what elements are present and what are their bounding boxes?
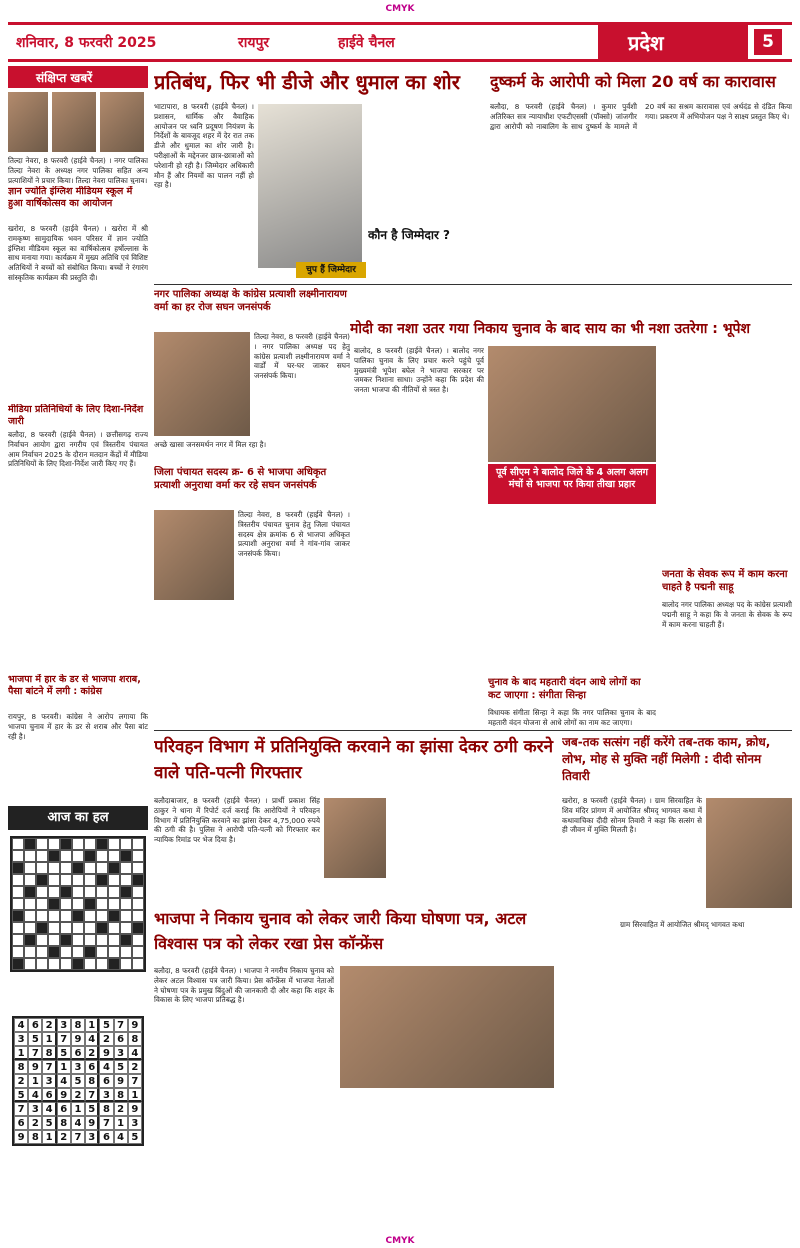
sudoku-cell: 3 bbox=[28, 1102, 42, 1116]
accused-photo bbox=[324, 798, 386, 878]
story8-headline: परिवहन विभाग में प्रतिनियुक्ति करवाने का झांसा देकर ठगी करने वाले पति-पत्नी गिरफ्तार bbox=[154, 737, 554, 783]
story6-headline: जनता के सेवक रूप में काम करना चाहते है पद्मनी साहू bbox=[662, 569, 788, 593]
story7-body: विधायक संगीता सिन्हा ने कहा कि नगर पालिका चुनाव के बाद महतारी वंदन योजना से आधे लोगों का नाम कट जाएगा। bbox=[488, 708, 656, 727]
story4-headline: जिला पंचायत सदस्य क्र- 6 से भाजपा अधिकृत प्रत्याशी अनुराधा वर्मा कर रहे सघन जनसंपर्क bbox=[154, 467, 327, 491]
sudoku-cell: 8 bbox=[57, 1116, 71, 1130]
brief-title: संक्षिप्त खबरें bbox=[8, 66, 148, 88]
sudoku-cell: 9 bbox=[85, 1116, 99, 1130]
rule-2 bbox=[154, 730, 792, 731]
sudoku-cell: 5 bbox=[128, 1130, 142, 1144]
sudoku-cell: 8 bbox=[42, 1046, 56, 1060]
sudoku-cell: 7 bbox=[85, 1088, 99, 1102]
sudoku-cell: 1 bbox=[128, 1088, 142, 1102]
sudoku-cell: 2 bbox=[57, 1130, 71, 1144]
story10-body: बलौदा, 8 फरवरी (हाईवे चैनल) । भाजपा ने नगरीय निकाय चुनाव को लेकर अटल विश्वास पत्र जारी किया। प्रेस कॉन्फ्रेंस में भाजपा नेताओं ने घोषणा पत्र के प्रमुख बिंदुओं की जानकारी दी और कहा कि शहर के विकास के लिए भाजपा प्रतिबद्ध है। bbox=[154, 966, 334, 1005]
sudoku-cell: 1 bbox=[114, 1116, 128, 1130]
sudoku-cell: 3 bbox=[114, 1046, 128, 1060]
sudoku-cell: 7 bbox=[71, 1130, 85, 1144]
sudoku-cell: 8 bbox=[85, 1074, 99, 1088]
story6-body: बालोद नगर पालिका अध्यक्ष पद के कांग्रेस प्रत्याशी पद्मनी साहू ने कहा कि वे जनता के सेवक के रूप में काम करना चाहती हैं। bbox=[662, 600, 792, 629]
sudoku-cell: 5 bbox=[85, 1102, 99, 1116]
sudoku-cell: 8 bbox=[114, 1088, 128, 1102]
story1-callout: कौन है जिम्मेदार ? bbox=[368, 228, 451, 242]
sudoku-cell: 2 bbox=[71, 1088, 85, 1102]
story3-caption: अच्छे खासा जनसमर्थन नगर में मिल रहा है। bbox=[154, 440, 267, 449]
sudoku-cell: 1 bbox=[71, 1102, 85, 1116]
sudoku-cell: 9 bbox=[99, 1046, 113, 1060]
sudoku-cell: 1 bbox=[42, 1130, 56, 1144]
sudoku-cell: 2 bbox=[28, 1116, 42, 1130]
story4-photo bbox=[154, 510, 234, 600]
cmyk-mark-bottom: CMYK bbox=[385, 1236, 415, 1246]
sudoku-cell: 5 bbox=[99, 1018, 113, 1032]
brief-photo-3 bbox=[100, 92, 144, 152]
sudoku-cell: 7 bbox=[57, 1032, 71, 1046]
story3-body: तिल्दा नेवरा, 8 फरवरी (हाईवे चैनल) । नगर पालिका अध्यक्ष पद हेतु कांग्रेस प्रत्याशी लक्ष्मीनारायण वर्मा ने वार्डों में घर-घर जाकर सघन जनसंपर्क किया। bbox=[254, 332, 350, 381]
sudoku-cell: 5 bbox=[14, 1088, 28, 1102]
story5-photo bbox=[488, 346, 656, 462]
brief-text-3: बलौदा, 8 फरवरी (हाईवे चैनल) । छत्तीसगढ़ राज्य निर्वाचन आयोग द्वारा नगरीय एवं त्रिस्तरीय पंचायत आम निर्वाचन 2025 के दौरान मतदान केंद्रों में मीडिया प्रतिनिधियों के लिए दिशा-निर्देश जारी किए गए हैं। bbox=[8, 430, 148, 469]
sudoku-cell: 2 bbox=[85, 1046, 99, 1060]
sudoku-cell: 7 bbox=[28, 1046, 42, 1060]
sudoku-cell: 4 bbox=[71, 1116, 85, 1130]
section-title: प्रदेश bbox=[598, 25, 748, 59]
sudoku-cell: 6 bbox=[99, 1074, 113, 1088]
sudoku-cell: 4 bbox=[42, 1102, 56, 1116]
sudoku-cell: 6 bbox=[71, 1046, 85, 1060]
sudoku-cell: 2 bbox=[114, 1102, 128, 1116]
sudoku-cell: 8 bbox=[14, 1060, 28, 1074]
brief-headline-3: भाजपा में हार के डर से भाजपा शराब, पैसा बांटने में लगी : कांग्रेस bbox=[8, 674, 141, 697]
sudoku-cell: 8 bbox=[128, 1032, 142, 1046]
story1-caption: चुप हैं जिम्मेदार bbox=[296, 262, 366, 278]
story9-caption: ग्राम सिरवाहित में आयोजित श्रीमद् भागवत कथा bbox=[620, 920, 745, 929]
sudoku-cell: 5 bbox=[42, 1116, 56, 1130]
sudoku-cell: 5 bbox=[114, 1060, 128, 1074]
story7-headline: चुनाव के बाद महतारी वंदन आधे लोगों का कट जाएगा : संगीता सिन्हा bbox=[488, 677, 641, 701]
sudoku-cell: 1 bbox=[28, 1074, 42, 1088]
sudoku-cell: 8 bbox=[99, 1102, 113, 1116]
sudoku-cell: 4 bbox=[85, 1032, 99, 1046]
story10-photo bbox=[340, 966, 554, 1088]
sudoku-cell: 6 bbox=[57, 1102, 71, 1116]
puzzle-title: आज का हल bbox=[8, 806, 148, 830]
sudoku-cell: 7 bbox=[128, 1074, 142, 1088]
sudoku-cell: 4 bbox=[128, 1046, 142, 1060]
sudoku-cell: 4 bbox=[57, 1074, 71, 1088]
sudoku-cell: 1 bbox=[14, 1046, 28, 1060]
brief-text-4: रायपुर, 8 फरवरी। कांग्रेस ने आरोप लगाया कि भाजपा चुनाव में हार के डर से शराब और पैसा बांट रही है। bbox=[8, 712, 148, 741]
sudoku-cell: 7 bbox=[14, 1102, 28, 1116]
story5-headline: मोदी का नशा उतर गया निकाय चुनाव के बाद साय का भी नशा उतरेगा : भूपेश bbox=[350, 321, 751, 337]
sudoku-grid bbox=[12, 1016, 144, 1146]
sudoku-cell: 4 bbox=[114, 1130, 128, 1144]
sudoku-cell: 3 bbox=[42, 1074, 56, 1088]
sudoku-cell: 1 bbox=[42, 1032, 56, 1046]
story9-headline: जब-तक सत्संग नहीं करेंगे तब-तक काम, क्रोध, लोभ, मोह से मुक्ति नहीं मिलेगी : दीदी सोनम तिवारी bbox=[562, 735, 771, 783]
story4-body: तिल्दा नेवरा, 8 फरवरी (हाईवे चैनल) । त्रिस्तरीय पंचायत चुनाव हेतु जिला पंचायत सदस्य क्षेत्र क्रमांक 6 से भाजपा अधिकृत प्रत्याशी अनुराधा वर्मा ने गांव-गांव जाकर जनसंपर्क किया। bbox=[238, 510, 350, 559]
sudoku-cell: 2 bbox=[14, 1074, 28, 1088]
story5-body: बालोद, 8 फरवरी (हाईवे चैनल) । बालोद नगर पालिका चुनाव के लिए प्रचार करने पहुंचे पूर्व मुख्यमंत्री भूपेश बघेल ने भाजपा सरकार पर जमकर निशाना साधा। उन्होंने कहा कि प्रदेश की जनता भाजपा की नीतियों से त्रस्त है। bbox=[354, 346, 484, 395]
sudoku-cell: 5 bbox=[71, 1074, 85, 1088]
sudoku-cell: 3 bbox=[71, 1060, 85, 1074]
story5-photo-caption: पूर्व सीएम ने बालोद जिले के 4 अलग अलग मंचों से भाजपा पर किया तीखा प्रहार bbox=[488, 464, 656, 504]
sudoku-cell: 8 bbox=[28, 1130, 42, 1144]
sudoku-cell: 2 bbox=[42, 1018, 56, 1032]
story9-photo bbox=[706, 798, 792, 908]
sudoku-cell: 9 bbox=[28, 1060, 42, 1074]
sudoku-cell: 2 bbox=[128, 1060, 142, 1074]
sudoku-cell: 8 bbox=[71, 1018, 85, 1032]
sudoku-cell: 2 bbox=[99, 1032, 113, 1046]
dj-speaker-illustration bbox=[258, 104, 362, 268]
sudoku-cell: 6 bbox=[14, 1116, 28, 1130]
sudoku-cell: 7 bbox=[99, 1116, 113, 1130]
sudoku-cell: 5 bbox=[28, 1032, 42, 1046]
sudoku-cell: 6 bbox=[42, 1088, 56, 1102]
sudoku-cell: 3 bbox=[128, 1116, 142, 1130]
sudoku-cell: 9 bbox=[114, 1074, 128, 1088]
page-header bbox=[8, 22, 792, 62]
rule-1 bbox=[154, 284, 792, 285]
brief-photo-2 bbox=[52, 92, 96, 152]
sudoku-cell: 9 bbox=[128, 1018, 142, 1032]
sudoku-cell: 5 bbox=[57, 1046, 71, 1060]
header-date: शनिवार, 8 फरवरी 2025 bbox=[16, 35, 157, 51]
sudoku-cell: 7 bbox=[42, 1060, 56, 1074]
sudoku-cell: 6 bbox=[99, 1130, 113, 1144]
header-city: रायपुर bbox=[238, 35, 270, 51]
sudoku-cell: 9 bbox=[71, 1032, 85, 1046]
page-number: 5 bbox=[754, 29, 782, 55]
story10-headline: भाजपा ने निकाय चुनाव को लेकर जारी किया घोषणा पत्र, अटल विश्वास पत्र को लेकर रखा प्रेस कॉन्फ्रेंस bbox=[154, 909, 527, 953]
brief-headline-2: मीडिया प्रतिनिधियों के लिए दिशा-निर्देश जारी bbox=[8, 404, 144, 427]
sudoku-cell: 9 bbox=[128, 1102, 142, 1116]
story9-body: खरोरा, 8 फरवरी (हाईवे चैनल) । ग्राम सिरवाहित के शिव मंदिर प्रांगण में आयोजित श्रीमद् भागवत कथा में कथावाचिका दीदी सोनम तिवारी ने कहा कि सत्संग से ही जीवन में मुक्ति मिलती है। bbox=[562, 796, 702, 835]
brief-text-2: खरोरा, 8 फरवरी (हाईवे चैनल) । खरोरा में श्री रामकृष्ण सामुदायिक भवन परिसर में ज्ञान ज्योति इंग्लिश मीडियम स्कूल का वार्षिकोत्सव हर्षोल्लास के साथ मनाया गया। कार्यक्रम में मुख्य अतिथि एवं विशिष्ट अतिथियों ने बच्चों को संबोधित किया। बच्चों ने रंगारंग सांस्कृतिक कार्यक्रम की प्रस्तुति दी। bbox=[8, 224, 148, 282]
brief-text-1: तिल्दा नेवरा, 8 फरवरी (हाईवे चैनल) । नगर पालिका तिल्दा नेवरा के अध्यक्ष नगर पालिका सहित अन्य प्रत्याशियों ने प्रचार किया। तिल्दा नेवरा पालिका चुनाव। bbox=[8, 156, 148, 184]
sudoku-cell: 4 bbox=[99, 1060, 113, 1074]
story2-body: बलौदा, 8 फरवरी (हाईवे चैनल) । कुमार पुर्वंशी अतिरिक्त सत्र न्यायाधीश एफटीएससी (पॉक्सो) जांजगीर द्वारा आरोपी को नाबालिग के साथ दुष्कर्म के मामले में 20 वर्ष का सश्रम कारावास एवं अर्थदंड से दंडित किया गया। प्रकरण में अभियोजन पक्ष ने साक्ष्य प्रस्तुत किए थे। bbox=[490, 102, 792, 131]
sudoku-cell: 3 bbox=[14, 1032, 28, 1046]
sudoku-cell: 3 bbox=[85, 1130, 99, 1144]
header-brand: हाईवे चैनल bbox=[338, 35, 395, 51]
sudoku-cell: 4 bbox=[14, 1018, 28, 1032]
story1-headline: प्रतिबंध, फिर भी डीजे और धुमाल का शोर bbox=[154, 70, 460, 94]
sudoku-cell: 4 bbox=[28, 1088, 42, 1102]
sudoku-cell: 3 bbox=[57, 1018, 71, 1032]
sudoku-cell: 7 bbox=[114, 1018, 128, 1032]
sudoku-cell: 9 bbox=[57, 1088, 71, 1102]
sudoku-cell: 6 bbox=[85, 1060, 99, 1074]
story8-body: बलौदाबाजार, 8 फरवरी (हाईवे चैनल) । प्रार्थी प्रकाश सिंह ठाकुर ने थाना में रिपोर्ट दर्ज कराई कि आरोपियों ने परिवहन विभाग में प्रतिनियुक्ति करवाने का झांसा देकर 4,75,000 रुपये की ठगी की है। पुलिस ने आरोपी पति-पत्नी को गिरफ्तार कर न्यायिक रिमांड पर भेज दिया है। bbox=[154, 796, 320, 845]
sudoku-cell: 6 bbox=[114, 1032, 128, 1046]
sudoku-cell: 1 bbox=[57, 1060, 71, 1074]
sudoku-cell: 3 bbox=[99, 1088, 113, 1102]
crossword-grid bbox=[10, 836, 146, 972]
sudoku-cell: 9 bbox=[14, 1130, 28, 1144]
sudoku-cell: 6 bbox=[28, 1018, 42, 1032]
story1-body: भाटापारा, 8 फरवरी (हाईवे चैनल) । प्रशासन, धार्मिक और वैवाहिक आयोजन पर ध्वनि प्रदूषण नियंत्रण के निर्देशों के बावजूद शहर में देर रात तक डीजे और धुमाल का शोर जारी है। परीक्षाओं के मद्देनजर छात्र-छात्राओं को परेशानी हो रही है। जिम्मेदार अधिकारी मौन हैं और नियमों का पालन नहीं हो रहा है। bbox=[154, 102, 254, 190]
story3-photo bbox=[154, 332, 250, 436]
brief-headline-1: ज्ञान ज्योति इंग्लिश मीडियम स्कूल में हुआ वार्षिकोत्सव का आयोजन bbox=[8, 186, 133, 209]
sudoku-cell: 1 bbox=[85, 1018, 99, 1032]
brief-photo-1 bbox=[8, 92, 48, 152]
cmyk-mark-top: CMYK bbox=[385, 4, 415, 14]
story2-headline: दुष्कर्म के आरोपी को मिला 20 वर्ष का कारावास bbox=[490, 72, 776, 91]
story3-headline: नगर पालिका अध्यक्ष के कांग्रेस प्रत्याशी लक्ष्मीनारायण वर्मा का हर रोज सघन जनसंपर्क bbox=[154, 289, 347, 313]
